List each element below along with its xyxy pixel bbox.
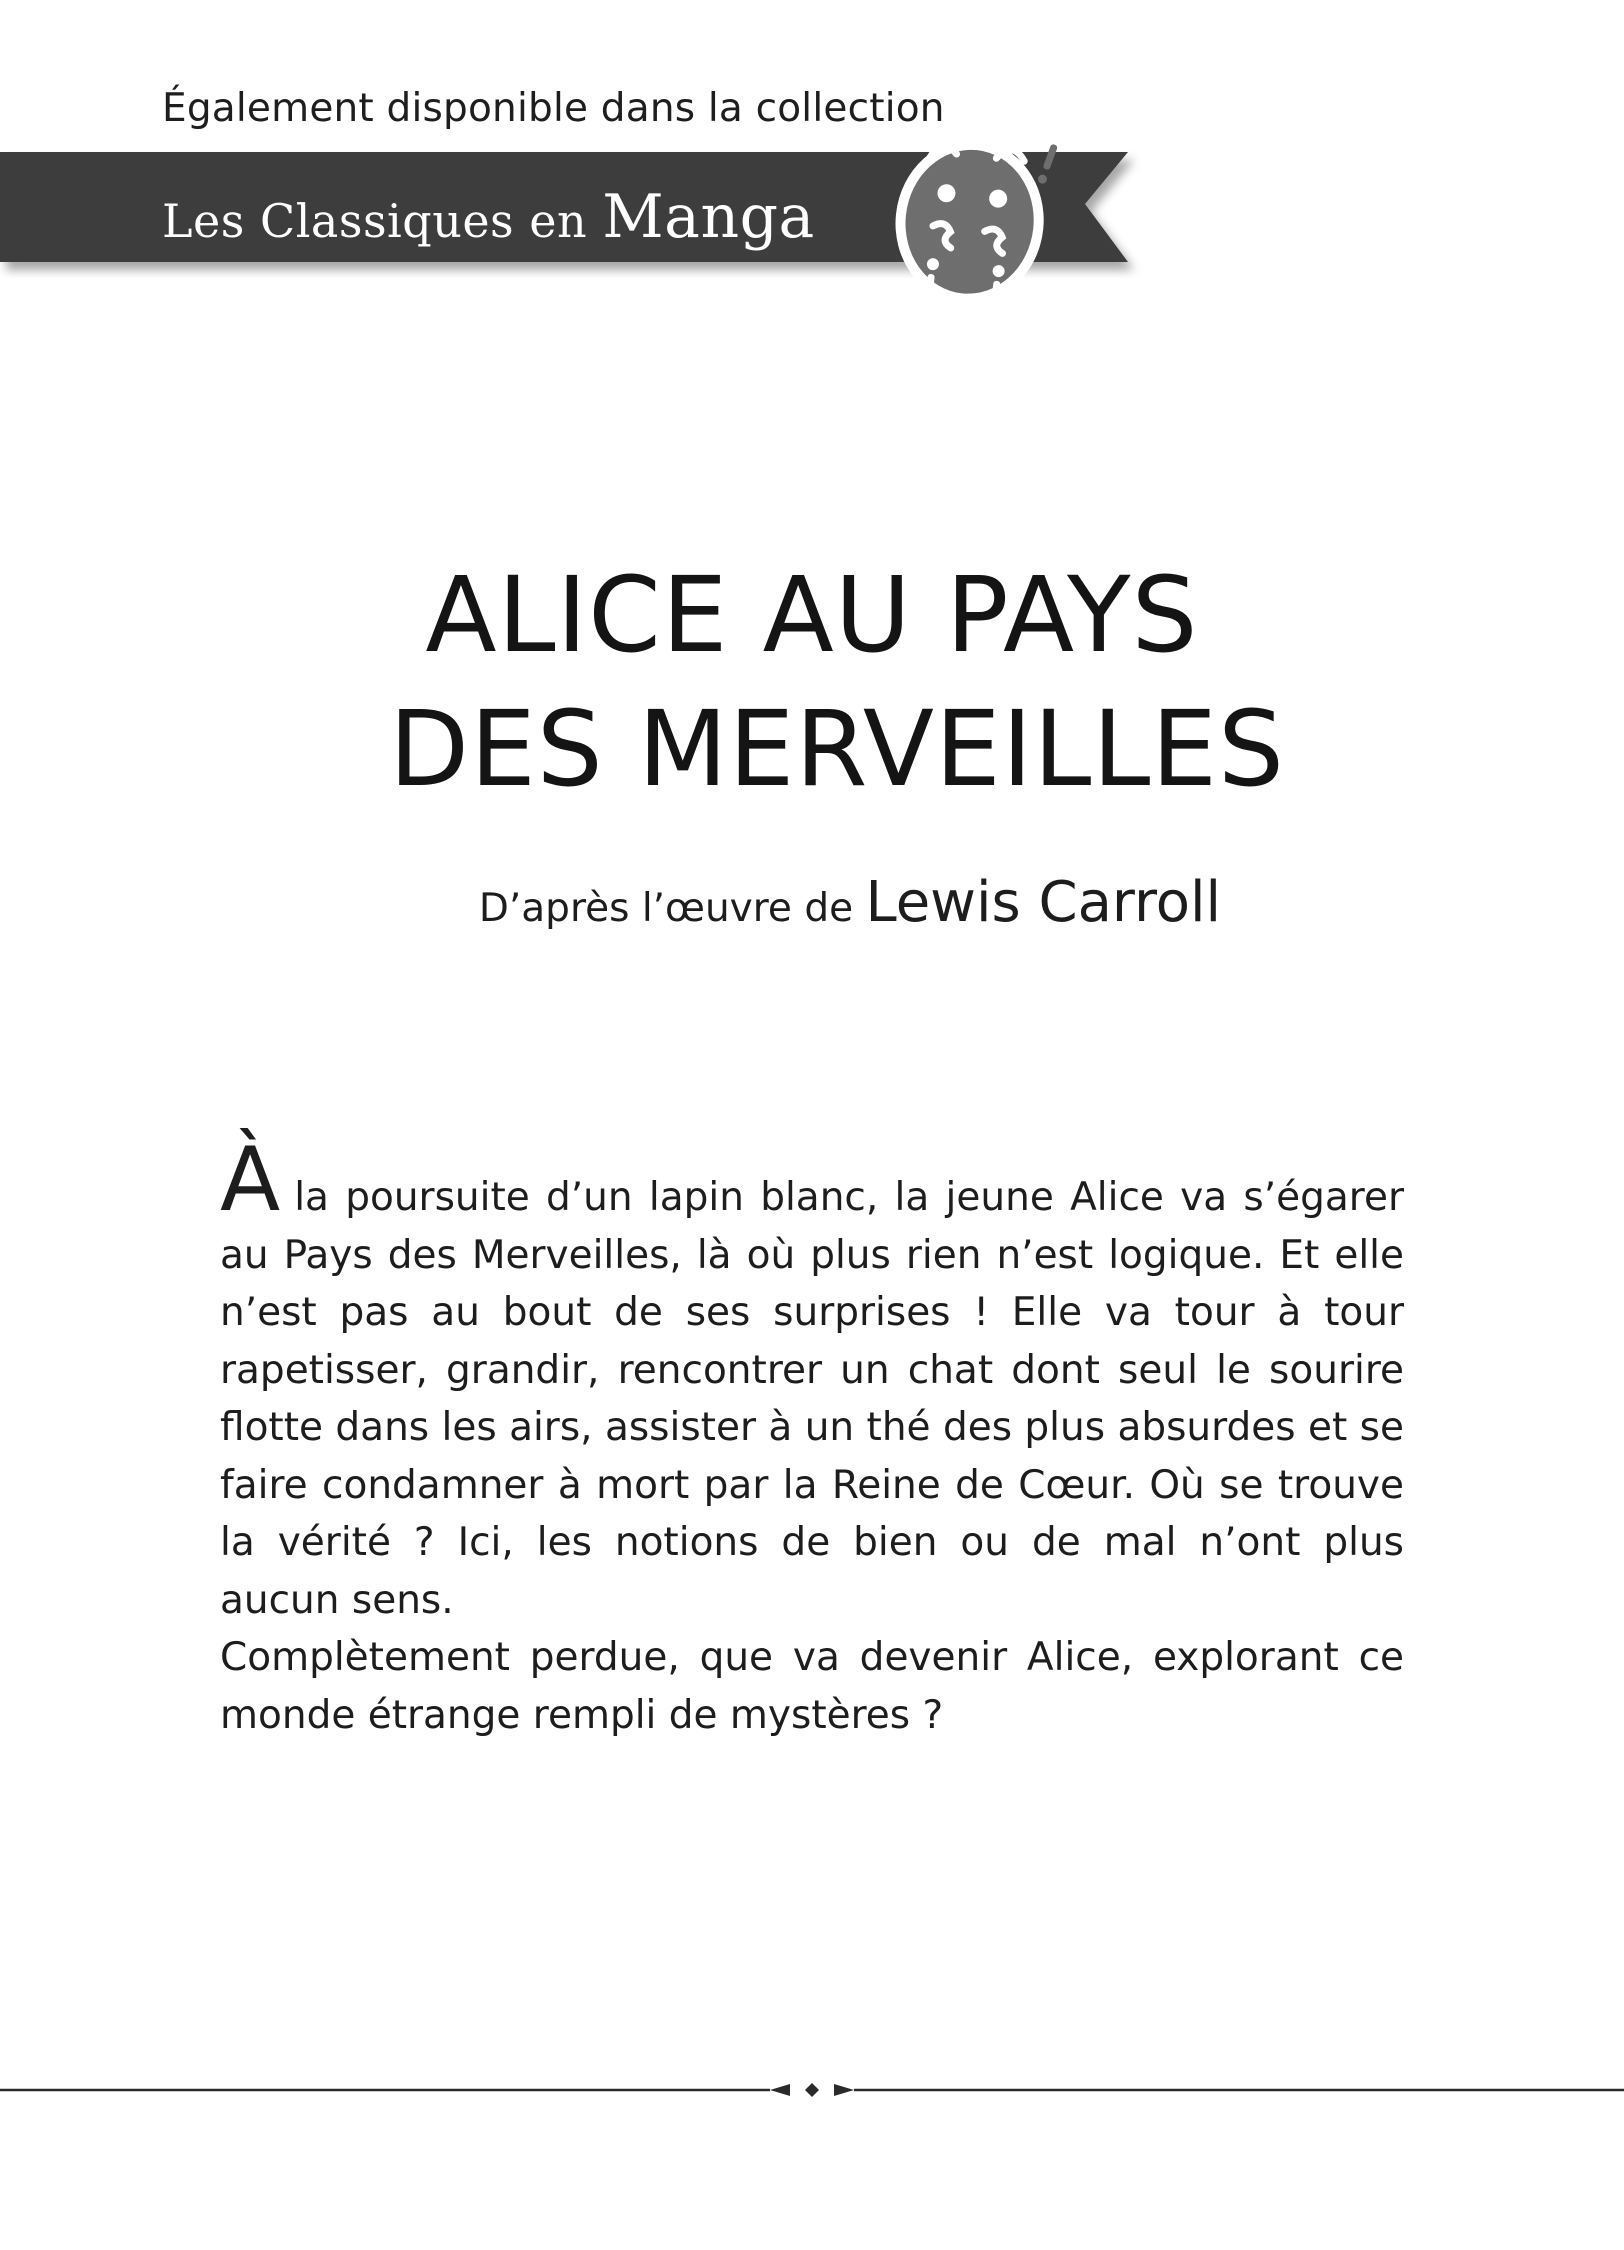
- attribution: [0, 870, 1624, 935]
- drop-cap: À: [220, 1128, 281, 1231]
- book-title: [0, 548, 1624, 816]
- author-name: Lewis Carroll: [865, 870, 1222, 935]
- title-line-1: ALICE AU PAYS: [425, 554, 1199, 676]
- collection-caption: Également disponible dans la collection: [162, 86, 945, 131]
- synopsis-paragraph-1-text: la poursuite d’un lapin blanc, la jeune Alice va s’égarer au Pays des Merveilles, là où plus rien n’est logique. Et elle n’est pas au bout de ses surprises ! Elle va tour à tour rapetisser, grandir, rencontrer un chat dont seul le sourire flotte dans les airs, assister à un thé des plus absurdes et se faire condamner à mort par la Reine de Cœur. Où se trouve la vérité ? Ici, les notions de bien ou de mal n’ont plus aucun sens.: [220, 1175, 1404, 1623]
- collection-name: [162, 182, 815, 252]
- attribution-prefix: D’après l’œuvre de: [478, 886, 866, 931]
- footer-divider: [0, 2070, 1624, 2110]
- synopsis: [220, 1128, 1404, 1744]
- collection-emphasis: Manga: [602, 182, 815, 252]
- synopsis-paragraph-1: [220, 1128, 1404, 1629]
- title-line-2: DES MERVEILLES: [388, 688, 1286, 810]
- collection-prefix: Les Classiques en: [162, 194, 603, 248]
- diamond-ornament-icon: [770, 2083, 854, 2097]
- manga-mascot-icon: [872, 118, 1072, 318]
- synopsis-paragraph-2: Complètement perdue, que va devenir Alice, explorant ce monde étrange rempli de mystères ?: [220, 1635, 1404, 1738]
